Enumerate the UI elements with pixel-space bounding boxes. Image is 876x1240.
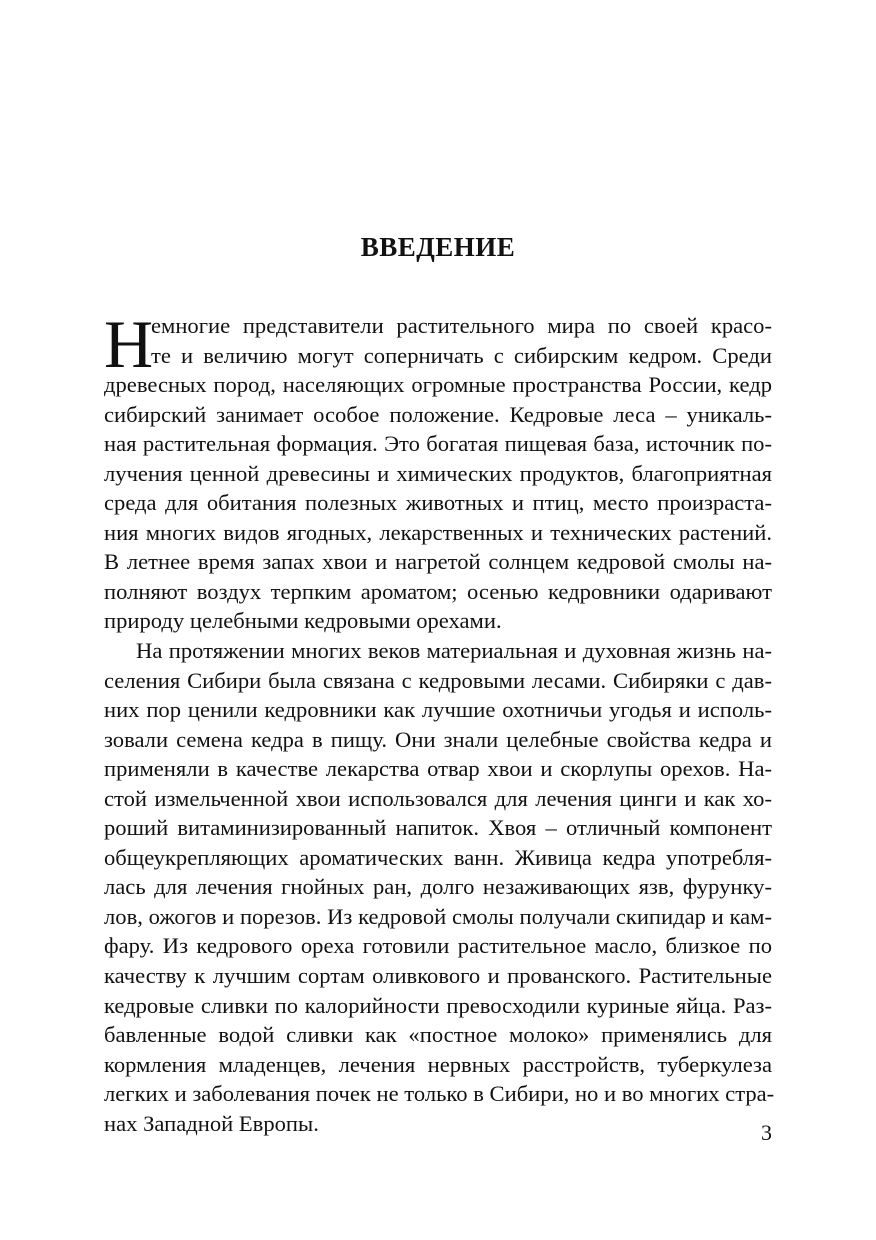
page-title: ВВЕДЕНИЕ	[360, 232, 516, 262]
text-line: стой измельченной хвои использовался для лечения цинги и как хо-	[104, 785, 772, 811]
text-line: те и величию могут соперничать с сибирским кедром. Среди	[151, 342, 772, 368]
text-line: селения Сибири была связана с кедровыми лесами. Сибиряки с дав-	[104, 667, 772, 693]
paragraph-1	[104, 306, 772, 636]
text-line: легких и заболевания почек не только в Сибири, но и во многих стра-	[104, 1081, 775, 1107]
text-line: кедровые сливки по калорийности превосходили куриные яйца. Раз-	[104, 992, 772, 1018]
text-line: В летнее время запах хвои и нагретой солнцем кедровой смолы на-	[104, 549, 772, 575]
text-line: нах Западной Европы.	[104, 1110, 319, 1136]
text-line: лов, ожогов и порезов. Из кедровой смолы получали скипидар и кам-	[104, 903, 772, 929]
text-line: ния многих видов ягодных, лекарственных и технических растений.	[104, 519, 772, 545]
text-line: них пор ценили кедровники как лучшие охотничьи угодья и исполь-	[104, 697, 772, 723]
paragraph-2	[104, 636, 775, 1138]
text-line: роший витаминизированный напиток. Хвоя – отличный компонент	[104, 815, 772, 841]
text-line: полняют воздух терпким ароматом; осенью кедровники одаривают	[104, 578, 772, 604]
text-line: применяли в качестве лекарства отвар хвои и скорлупы орехов. На-	[104, 756, 772, 782]
text-line: сибирский занимает особое положение. Кедровые леса – уникаль-	[104, 401, 772, 427]
page-number: 3	[761, 1120, 772, 1145]
text-line: ная растительная формация. Это богатая пищевая база, источник по-	[104, 431, 772, 457]
text-line: древесных пород, населяющих огромные пространства России, кедр	[104, 372, 772, 398]
text-line: зовали семена кедра в пищу. Они знали целебные свойства кедра и	[104, 726, 772, 752]
text-line: кормления младенцев, лечения нервных расстройств, туберкулеза	[104, 1051, 772, 1077]
text-line: качеству к лучшим сортам оливкового и прованского. Растительные	[104, 963, 772, 989]
text-line: бавленные водой сливки как «постное молоко» применялись для	[104, 1022, 772, 1048]
text-line: природу целебными кедровыми орехами.	[104, 608, 502, 634]
text-line: среда для обитания полезных животных и птиц, место произраста-	[104, 490, 772, 516]
text-line: емногие представители растительного мира по своей красо-	[151, 313, 772, 338]
body-text	[104, 306, 775, 1138]
drop-cap: Н	[104, 306, 154, 382]
text-line: фару. Из кедрового ореха готовили растительное масло, близкое по	[104, 933, 772, 959]
text-line: общеукрепляющих ароматических ванн. Живица кедра употребля-	[104, 844, 772, 870]
text-line: лучения ценной древесины и химических продуктов, благоприятная	[104, 460, 772, 486]
text-line: На протяжении многих веков материальная и духовная жизнь на-	[136, 638, 772, 664]
text-line: лась для лечения гнойных ран, долго незаживающих язв, фурунку-	[104, 874, 772, 900]
